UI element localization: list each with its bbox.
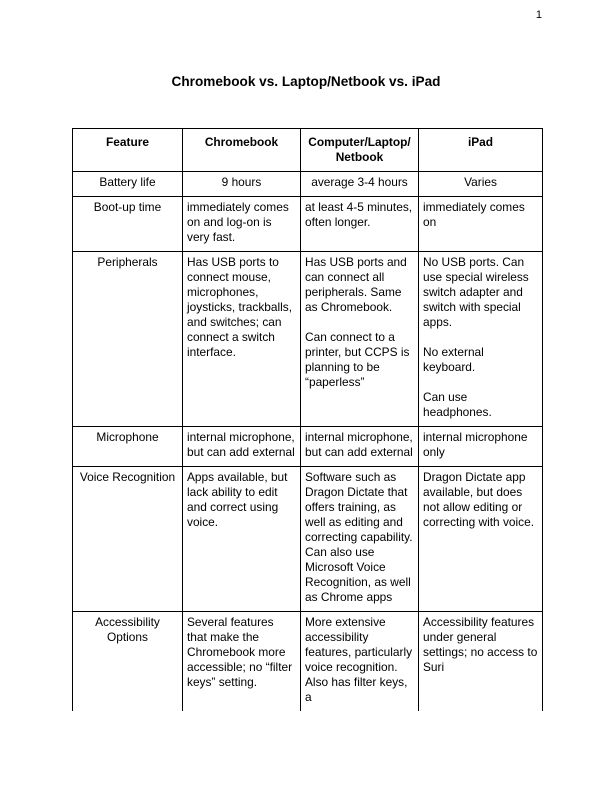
cell-text: Accessibility features under general settings; no access to Suri — [423, 615, 538, 674]
computer-cell — [301, 427, 419, 467]
header-computer: Computer/Laptop/ Netbook — [301, 129, 419, 172]
cell-text: average 3-4 hours — [311, 175, 408, 189]
cell-text: No USB ports. Can use special wireless switch adapter and switch with special apps. — [423, 255, 529, 329]
cell-text: No external keyboard. — [423, 345, 484, 374]
chromebook-cell — [183, 467, 301, 612]
chromebook-cell — [183, 172, 301, 197]
chromebook-cell — [183, 252, 301, 427]
chromebook-cell — [183, 427, 301, 467]
cell-text: Has USB ports to connect mouse, microphones, joysticks, trackballs, and switches; can connect a switch interface. — [187, 255, 293, 359]
header-chromebook: Chromebook — [183, 129, 301, 172]
cell-text: Varies — [464, 175, 497, 189]
cell-text: Dragon Dictate app available, but does not allow editing or correcting with voice. — [423, 470, 535, 529]
cell-text: at least 4-5 minutes, often longer. — [305, 200, 413, 229]
computer-cell — [301, 197, 419, 252]
feature-cell: Microphone — [73, 427, 183, 467]
feature-cell: Accessibility Options — [73, 612, 183, 712]
cell-text: Can use headphones. — [423, 390, 492, 419]
computer-cell — [301, 252, 419, 427]
chromebook-cell — [183, 612, 301, 712]
feature-cell: Peripherals — [73, 252, 183, 427]
ipad-cell — [419, 427, 543, 467]
feature-cell: Battery life — [73, 172, 183, 197]
chromebook-cell — [183, 197, 301, 252]
cell-text: internal microphone only — [423, 430, 528, 459]
feature-cell: Voice Recognition — [73, 467, 183, 612]
computer-cell — [301, 172, 419, 197]
table-row — [73, 197, 543, 252]
computer-cell — [301, 467, 419, 612]
header-row — [73, 129, 543, 172]
ipad-cell — [419, 172, 543, 197]
table-row — [73, 252, 543, 427]
table-row — [73, 467, 543, 612]
document-title: Chromebook vs. Laptop/Netbook vs. iPad — [171, 74, 441, 89]
feature-cell: Boot-up time — [73, 197, 183, 252]
cell-text: internal microphone, but can add external — [187, 430, 295, 459]
page-number: 1 — [535, 9, 542, 21]
table-row — [73, 427, 543, 467]
comparison-table — [72, 128, 543, 711]
cell-text: Several features that make the Chromebook more accessible; no “filter keys” setting. — [187, 615, 293, 689]
cell-text: More extensive accessibility features, particularly voice recognition. Also has filter keys, a — [305, 615, 413, 704]
computer-cell — [301, 612, 419, 712]
cell-text: internal microphone, but can add external — [305, 430, 413, 459]
header-feature: Feature — [73, 129, 183, 172]
cell-text: immediately comes on — [423, 200, 525, 229]
cell-text: Software such as Dragon Dictate that offers training, as well as editing and correcting capability. Can also use Microsoft Voice Recognition, as well as Chrome apps — [305, 470, 413, 604]
ipad-cell — [419, 612, 543, 712]
cell-text: 9 hours — [221, 175, 262, 189]
ipad-cell — [419, 197, 543, 252]
table-row — [73, 612, 543, 712]
cell-text: Apps available, but lack ability to edit and correct using voice. — [187, 470, 288, 529]
cell-text: immediately comes on and log-on is very fast. — [187, 200, 289, 244]
header-ipad: iPad — [419, 129, 543, 172]
table-row — [73, 172, 543, 197]
ipad-cell — [419, 467, 543, 612]
cell-text: Can connect to a printer, but CCPS is planning to be “paperless” — [305, 330, 410, 389]
ipad-cell — [419, 252, 543, 427]
cell-text: Has USB ports and can connect all peripherals. Same as Chromebook. — [305, 255, 407, 314]
